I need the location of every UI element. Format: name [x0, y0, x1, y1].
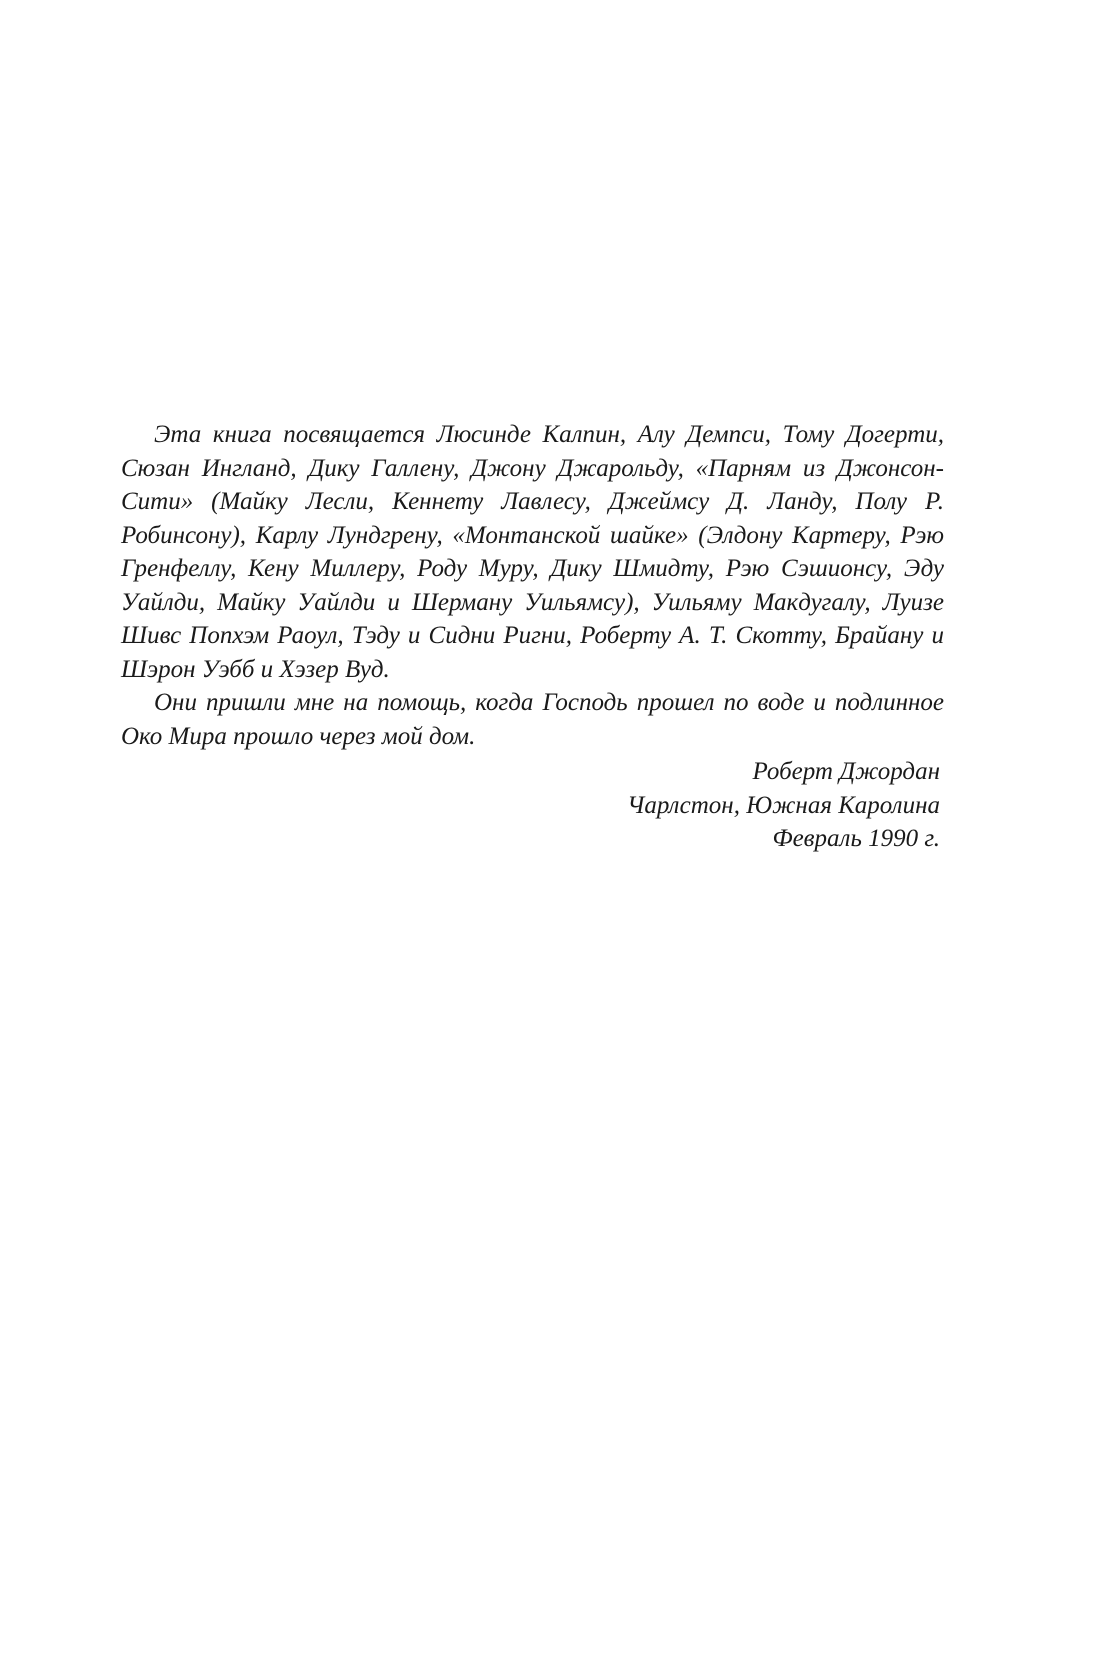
- signature-author: Роберт Джордан: [752, 758, 940, 785]
- signature-date: Февраль 1990 г.: [772, 825, 940, 852]
- signature-block: [121, 755, 944, 856]
- dedication-paragraph: Они пришли мне на помощь, когда Господь прошел по воде и подлинное Око Мира прошло через мой дом.: [121, 689, 944, 750]
- dedication-paragraph: Эта книга посвящается Люсинде Калпин, Алу Демпси, Тому Догерти, Сюзан Ингланд, Дику Галлену, Джону Джарольду, «Парням из Джонсон-Сити» (Майку Лесли, Кеннету Лавлесу, Джеймсу Д. Ланду, Полу Р. Робинсону), Карлу Лундгрену, «Монтанской шайке» (Элдону Картеру, Рэю Гренфеллу, Кену Миллеру, Роду Муру, Дику Шмидту, Рэю Сэшионсу, Эду Уайлди, Майку Уайлди и Шерману Уильямсу), Уильяму Макдугалу, Луизе Шивс Попхэм Раоул, Тэду и Сидни Ригни, Роберту А. Т. Скотту, Брайану и Шэрон Уэбб и Хэзер Вуд.: [121, 421, 944, 683]
- signature-place: Чарлстон, Южная Каролина: [627, 791, 940, 819]
- dedication-block: [121, 418, 944, 856]
